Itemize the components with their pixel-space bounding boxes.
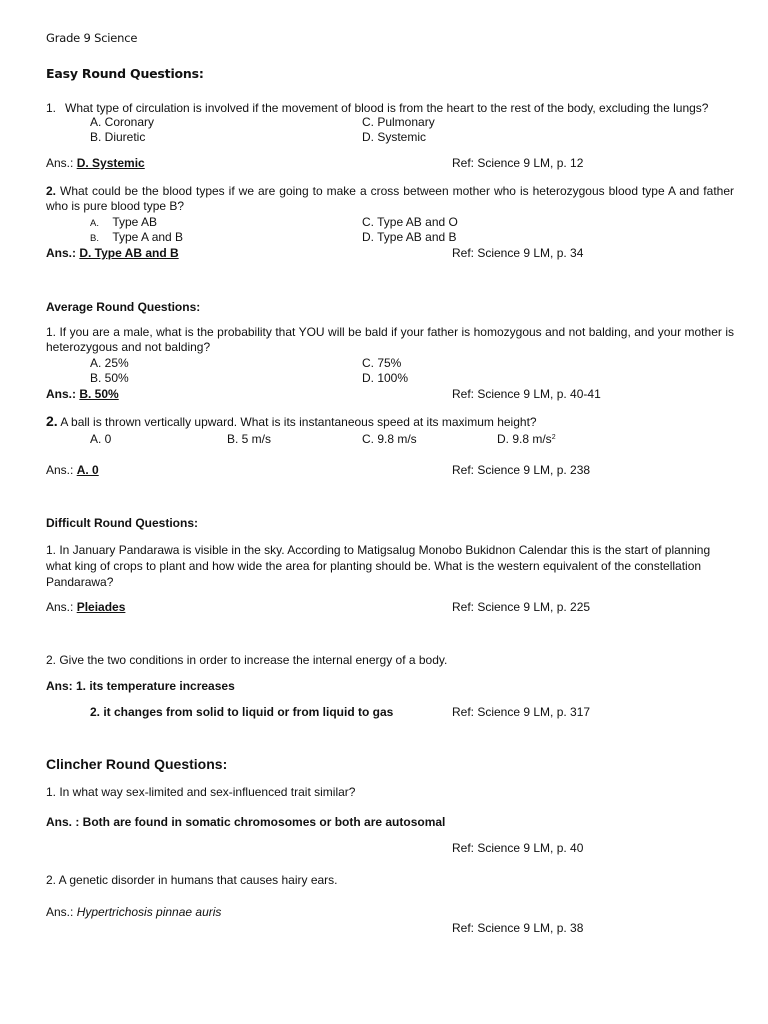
answer-line-2: 2. it changes from solid to liquid or from liquid to gas	[90, 705, 394, 719]
choice-b: B. 5 m/s	[227, 432, 272, 446]
question-number: 2.	[46, 413, 58, 429]
choice-d: D. Systemic	[362, 130, 427, 144]
question-number: 2.	[46, 184, 57, 198]
answer-value: D. Systemic	[76, 156, 145, 170]
answer-value: Pleiades	[76, 600, 126, 614]
answer-value: D. Type AB and B	[79, 246, 179, 260]
choice-c: C. Pulmonary	[362, 115, 435, 129]
choice-a: A. Type AB	[90, 215, 158, 229]
answer-value: Hypertrichosis pinnae auris	[76, 905, 222, 919]
reference: Ref: Science 9 LM, p. 38	[452, 921, 584, 935]
answer-line	[46, 246, 179, 261]
answer-label: Ans.:	[46, 156, 77, 170]
difficult-round-heading: Difficult Round Questions:	[46, 516, 198, 530]
clincher-round-heading: Clincher Round Questions:	[46, 756, 228, 772]
reference: Ref: Science 9 LM, p. 40	[452, 841, 584, 855]
answer-line-1: Ans: 1. its temperature increases	[46, 679, 235, 693]
reference: Ref: Science 9 LM, p. 12	[452, 156, 584, 170]
choice-d: D. Type AB and B	[362, 230, 457, 244]
question-text: 1. In January Pandarawa is visible in the sky. According to Matigsalug Monobo Bukidnon Calendar this is the start of planning what king of crops to plant and how wide the area for planting should be. What is the western equivalent of the constellation Pandarawa?	[46, 543, 711, 589]
reference: Ref: Science 9 LM, p. 238	[452, 463, 591, 477]
question-number: 1.	[46, 101, 57, 115]
question-text: 2. A ball is thrown vertically upward. What is its instantaneous speed at its maximum height?	[46, 413, 537, 429]
question-text: 1. If you are a male, what is the probability that YOU will be bald if your father is homozygous and not balding, and your mother is heterozygous and not balding?	[46, 325, 734, 354]
question-text: 2. What could be the blood types if we are going to make a cross between mother who is heterozygous blood type A and father who is pure blood type B?	[46, 184, 734, 213]
choice-d: D. 100%	[362, 371, 409, 385]
answer-line	[46, 387, 119, 402]
answer-line	[46, 600, 125, 615]
choice-c: C. 9.8 m/s	[362, 432, 417, 446]
reference: Ref: Science 9 LM, p. 317	[452, 705, 591, 719]
choice-b: B. 50%	[90, 371, 129, 385]
answer-label: Ans.:	[46, 463, 77, 477]
reference: Ref: Science 9 LM, p. 225	[452, 600, 591, 614]
document-title: Grade 9 Science	[46, 31, 138, 45]
answer-value: B. 50%	[79, 387, 119, 401]
question-text: What type of circulation is involved if the movement of blood is from the heart to the rest of the body, excluding the lungs?	[65, 101, 709, 115]
choice-a: A. 0	[90, 432, 112, 446]
answer-line: Ans. : Both are found in somatic chromosomes or both are autosomal	[46, 815, 446, 829]
easy-round-heading: Easy Round Questions:	[46, 66, 204, 81]
answer-label: Ans.:	[46, 905, 77, 919]
answer-line	[46, 156, 145, 171]
choice-b: B. Type A and B	[90, 230, 184, 244]
average-round-heading: Average Round Questions:	[46, 300, 201, 314]
question-text: 2. A genetic disorder in humans that causes hairy ears.	[46, 873, 338, 887]
reference: Ref: Science 9 LM, p. 40-41	[452, 387, 601, 401]
question-text: 1. In what way sex-limited and sex-influenced trait similar?	[46, 785, 356, 799]
answer-value: A. 0	[76, 463, 99, 477]
choice-a: A. 25%	[90, 356, 129, 370]
answer-line	[46, 905, 221, 920]
answer-label: Ans.:	[46, 246, 80, 260]
choice-c: C. Type AB and O	[362, 215, 458, 229]
answer-label: Ans.:	[46, 600, 77, 614]
choice-a: A. Coronary	[90, 115, 155, 129]
reference: Ref: Science 9 LM, p. 34	[452, 246, 584, 260]
choice-b: B. Diuretic	[90, 130, 146, 144]
answer-line	[46, 463, 99, 478]
question-text: 2. Give the two conditions in order to increase the internal energy of a body.	[46, 653, 448, 667]
choice-d: D. 9.8 $m/s^2$	[497, 432, 556, 446]
choice-c: C. 75%	[362, 356, 402, 370]
answer-label: Ans.:	[46, 387, 80, 401]
